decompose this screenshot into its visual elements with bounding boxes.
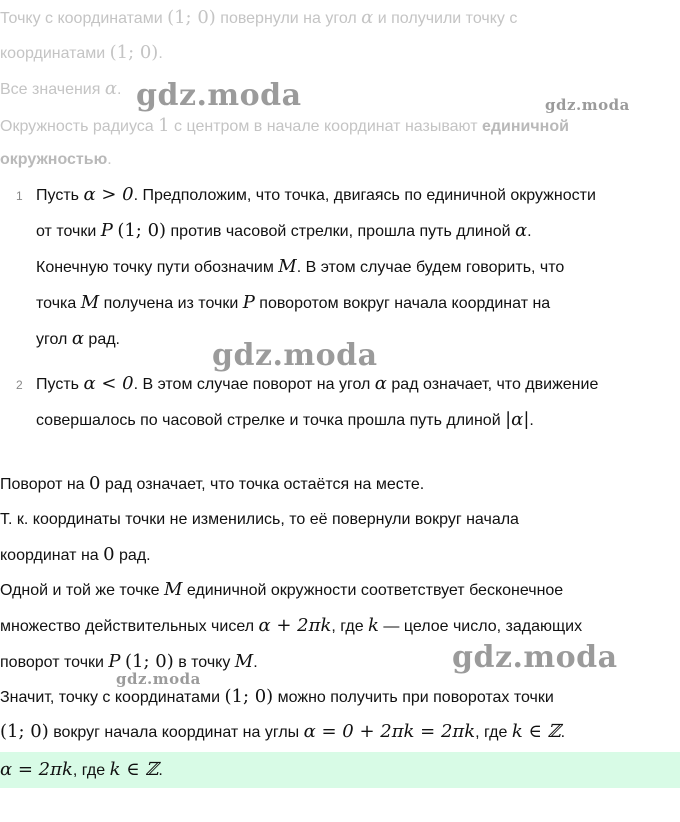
paragraph-infinite-line-2: множество действительных чисел α + 2πk, где k — целое число, задающих: [0, 615, 583, 636]
list-number-2: 2: [16, 378, 23, 392]
paragraph-conclusion-line-1: Значит, точку с координатами (1; 0) можно получить при поворотах точки: [0, 686, 554, 707]
watermark-bottom-left: gdz.moda: [116, 670, 201, 688]
list-item-1-line-1: Пусть α > 0. Предположим, что точка, двигаясь по единичной окружности: [36, 184, 596, 205]
list-item-1-line-3: Конечную точку пути обозначим M. В этом случае будем говорить, что: [36, 256, 565, 277]
watermark-middle: gdz.moda: [212, 338, 378, 373]
paragraph-coords-line-2: координат на 0 рад.: [0, 544, 151, 565]
list-item-1-line-2: от точки P (1; 0) против часовой стрелки, прошла путь длиной α.: [36, 220, 532, 241]
paragraph-rotation-zero: Поворот на 0 рад означает, что точка остаётся на месте.: [0, 473, 425, 494]
paragraph-conclusion-line-2: (1; 0) вокруг начала координат на углы α = 0 + 2πk = 2πk, где k ∈ ℤ.: [0, 721, 566, 742]
watermark-bottom-right: gdz.moda: [452, 640, 618, 675]
paragraph-infinite-line-1: Одной и той же точке M единичной окружности соответствует бесконечное: [0, 579, 564, 600]
intro-line-4: Окружность радиуса 1 с центром в начале координат называют единичной: [0, 115, 569, 136]
list-item-2-line-1: Пусть α < 0. В этом случае поворот на угол α рад означает, что движение: [36, 373, 599, 394]
list-item-2-line-2: совершалось по часовой стрелке и точка прошла путь длиной |α|.: [36, 409, 534, 430]
watermark-top: gdz.moda: [136, 78, 302, 113]
intro-line-5: окружностью.: [0, 151, 112, 168]
watermark-top-right: gdz.moda: [545, 96, 630, 114]
answer-line: α = 2πk, где k ∈ ℤ.: [0, 759, 163, 780]
paragraph-coords-line-1: Т. к. координаты точки не изменились, то её повернули вокруг начала: [0, 511, 519, 528]
paragraph-infinite-line-3: поворот точки P (1; 0) в точку M.: [0, 651, 258, 672]
list-number-1: 1: [16, 189, 23, 203]
intro-line-1: Точку с координатами (1; 0) повернули на угол α и получили точку с: [0, 7, 518, 28]
intro-line-3: Все значения α.: [0, 78, 122, 99]
list-item-1-line-5: угол α рад.: [36, 328, 120, 349]
list-item-1-line-4: точка M получена из точки P поворотом вокруг начала координат на: [36, 292, 551, 313]
intro-line-2: координатами (1; 0).: [0, 42, 163, 63]
